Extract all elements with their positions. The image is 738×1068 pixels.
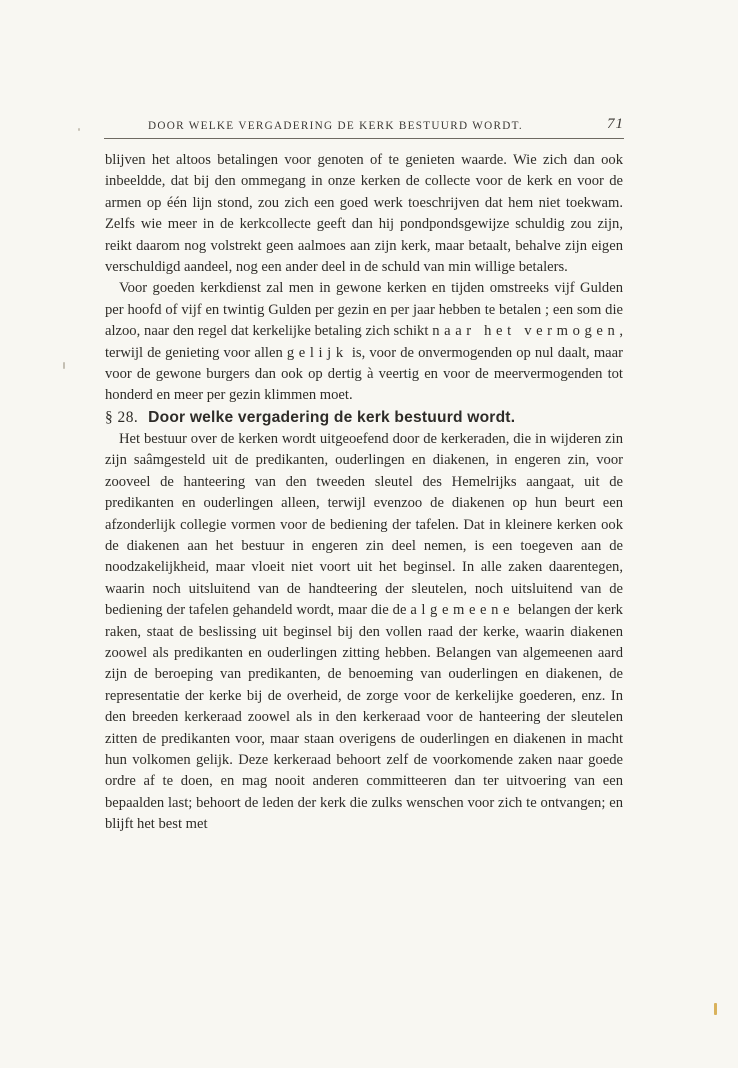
section-number: § 28. [105,408,139,426]
section-title: Door welke vergadering de kerk bestuurd wordt. [148,408,516,426]
margin-speck [78,128,80,131]
emphasis-text: algemeene [410,602,515,619]
emphasis-text: naar het vermogen [432,323,620,340]
margin-speck [714,1003,717,1015]
paragraph-church-costs [105,278,623,406]
page-number: 71 [607,116,624,132]
paragraph-church-governance [105,429,623,836]
paragraph-text: belangen der kerk raken, staat de beslissing uit beginsel bij den vollen raad der kerke, waarin diakenen zoowel als predikanten en ouderlingen zitting hebben. Belangen van algemeenen aard zijn de beroeping van predikanten, de benoeming van ouderlingen en diakenen, de representatie der kerke bij de overheid, de zorge voor de kerkelijke goederen, enz. In den breeden kerkeraad zoowel als in den kerkeraad voor de hanteering der sleutelen zitten de predikanten voor, maar staan overigens de ouderlingen en diakenen in macht hun volkomen gelijk. Deze kerkeraad behoort zelf de voorkomende zaken naar goede ordre af te doen, en mag nooit anderen committeeren dan ter uitvoering van een bepaalden last; behoort de leden der kerk die zulks wenschen voor zich te ontvangen; en blijft het best met [105,602,623,833]
paragraph-text: Voor goeden kerkdienst zal men in gewone kerken en tijden omstreeks vijf Gulden per hoofd of vijf en twintig Gulden per gezin en per jaar hebben te betalen ; een som die alzoo, naar den regel dat kerkelijke betaling zich schikt [105,280,623,340]
paragraph-continued [105,150,623,278]
section-heading [105,407,623,429]
paragraph-text: , terwijl de genieting voor allen [105,323,623,361]
emphasis-text: gelijk [286,344,348,361]
page-body [105,150,623,836]
margin-speck [63,362,65,369]
paragraph-text: blijven het altoos betalingen voor genoten of te genieten waarde. Wie zich dan ook inbeeldde, dat bij den ommegang in onze kerken de collecte voor de kerk en voor de armen op één lijn stond, zou zich een goed werk toeschrijven dat hem niet toekwam. Zelfs wie meer in de kerkcollecte geeft dan hij pondpondsgewijze schuldig zou zijn, reikt daarom nog volstrekt geen aalmoes aan zijn kerk, maar betaalt, behalve zijn eigen verschuldigd aandeel, nog een ander deel in de schuld van min willige betalers. [105,152,623,276]
paragraph-text: Het bestuur over de kerken wordt uitgeoefend door de kerkeraden, die in wijderen zin zijn saâmgesteld uit de predikanten, ouderlingen en diakenen, in engeren zin, voor zooveel de hanteering van den tweeden sleutel des Hemelrijks aangaat, uit de predikanten en ouderlingen alleen, terwijl evenzoo de diakenen op hun beurt een afzonderlijk collegie vormen voor de bediening der tafelen. Dat in kleinere kerken ook de diakenen aan het bestuur in engeren zin deel nemen, is een toegeven aan de noodzakelijkheid, maar vloeit niet voort uit het beginsel. In alle zaken daarentegen, waarin noch uitsluitend van de handteering der sleutelen, noch uitsluitend van de bediening der tafelen gehandeld wordt, maar die de [105,430,623,619]
page-header [104,116,624,139]
paragraph-text: is, voor de onvermogenden op nul daalt, maar voor de gewone burgers dan ook op dertig à veertig en voor de meervermogenden tot honderd en meer per gezin klimmen moet. [105,344,623,404]
running-title: DOOR WELKE VERGADERING DE KERK BESTUURD WORDT. [148,120,524,132]
